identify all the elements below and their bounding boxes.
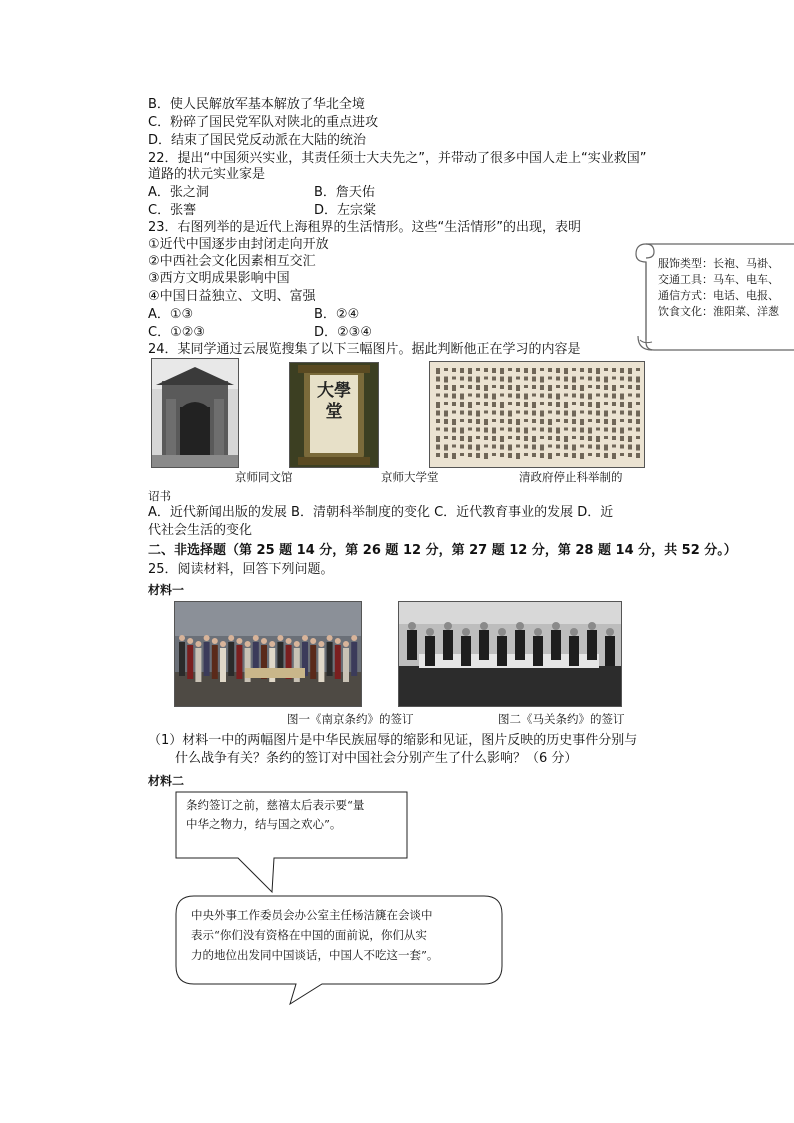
q23-statement-1: ①近代中国逐步由封闭走向开放 [148,237,329,252]
yang-quote-line3: 力的地位出发同中国谈话，中国人不吃这一套”。 [191,948,439,962]
caption-shimonoseki-treaty: 图二《马关条约》的签订 [498,712,625,726]
material-two-label: 材料二 [148,774,185,788]
caption-nanjing-treaty: 图一《南京条约》的签订 [287,712,414,726]
caption-edict-cont: 诏书 [148,489,171,503]
q22-option-a: A．张之洞 [148,185,209,200]
q21-option-d: D．结束了国民党反动派在大陆的统治 [148,133,367,148]
cixi-quote-line2: 中华之物力，结与国之欢心”。 [186,817,342,831]
yang-quote-line1: 中央外事工作委员会办公室主任杨洁篪在会谈中 [191,908,433,922]
q25-stem: 25．阅读材料，回答下列问题。 [148,562,334,577]
q21-option-b: B．使人民解放军基本解放了华北全境 [148,97,365,112]
scroll-row-food: 饮食文化：淮阳菜、洋葱 [658,305,779,318]
q23-statement-2: ②中西社会文化因素相互交汇 [148,254,316,269]
q23-statement-4: ④中国日益独立、文明、富强 [148,289,316,304]
cixi-quote-line1: 条约签订之前，慈禧太后表示要“量 [186,798,365,812]
q23-statement-3: ③西方文明成果影响中国 [148,271,290,286]
q25-sub1: （1）材料一中的两幅图片是中华民族屈辱的缩影和见证，图片反映的历史事件分别与 [148,733,638,748]
q22-option-c: C．张謇 [148,203,197,218]
section-heading: 二、非选择题（第 25 题 14 分，第 26 题 12 分，第 27 题 12 分，第 28 题 14 分，共 52 分。） [148,543,737,558]
q23-option-c: C．①②③ [148,325,206,340]
q23-stem: 23．右图列举的是近代上海租界的生活情形。这些“生活情形”的出现，表明 [148,220,582,235]
q22-stem: 22．提出“中国须兴实业，其责任须士大夫先之”，并带动了很多中国人走上“实业救国” [148,151,647,166]
q23-option-b: B．②④ [314,307,360,322]
caption-edict: 清政府停止科举制的 [519,470,623,484]
q24-options-cont: 代社会生活的变化 [148,523,253,538]
plaque-characters: 大學堂 [317,381,351,422]
q22-option-d: D．左宗棠 [314,203,377,218]
q23-option-a: A．①③ [148,307,194,322]
q25-sub1-cont: 什么战争有关？条约的签订对中国社会分别产生了什么影响？（6 分） [175,751,578,766]
scroll-row-communication: 通信方式：电话、电报、 [658,289,779,302]
caption-daxuetang: 京师大学堂 [381,470,439,484]
q22-option-b: B．詹天佑 [314,185,375,200]
q23-option-d: D．②③④ [314,325,372,340]
scroll-row-transport: 交通工具：马车、电车、 [658,273,779,286]
material-one-label: 材料一 [148,583,185,597]
q21-option-c: C．粉碎了国民党军队对陕北的重点进攻 [148,115,379,130]
yang-quote-line2: 表示“你们没有资格在中国的面前说，你们从实 [191,928,427,942]
caption-tongwenguan: 京师同文馆 [235,470,293,484]
scroll-row-clothing: 服饰类型：长袍、马褂、 [658,257,779,270]
q24-options: A．近代新闻出版的发展 B．清朝科举制度的变化 C．近代教育事业的发展 D．近 [148,505,614,520]
q22-stem-cont: 道路的状元实业家是 [148,167,266,182]
q24-stem: 24．某同学通过云展览搜集了以下三幅图片。据此判断他正在学习的内容是 [148,342,581,357]
